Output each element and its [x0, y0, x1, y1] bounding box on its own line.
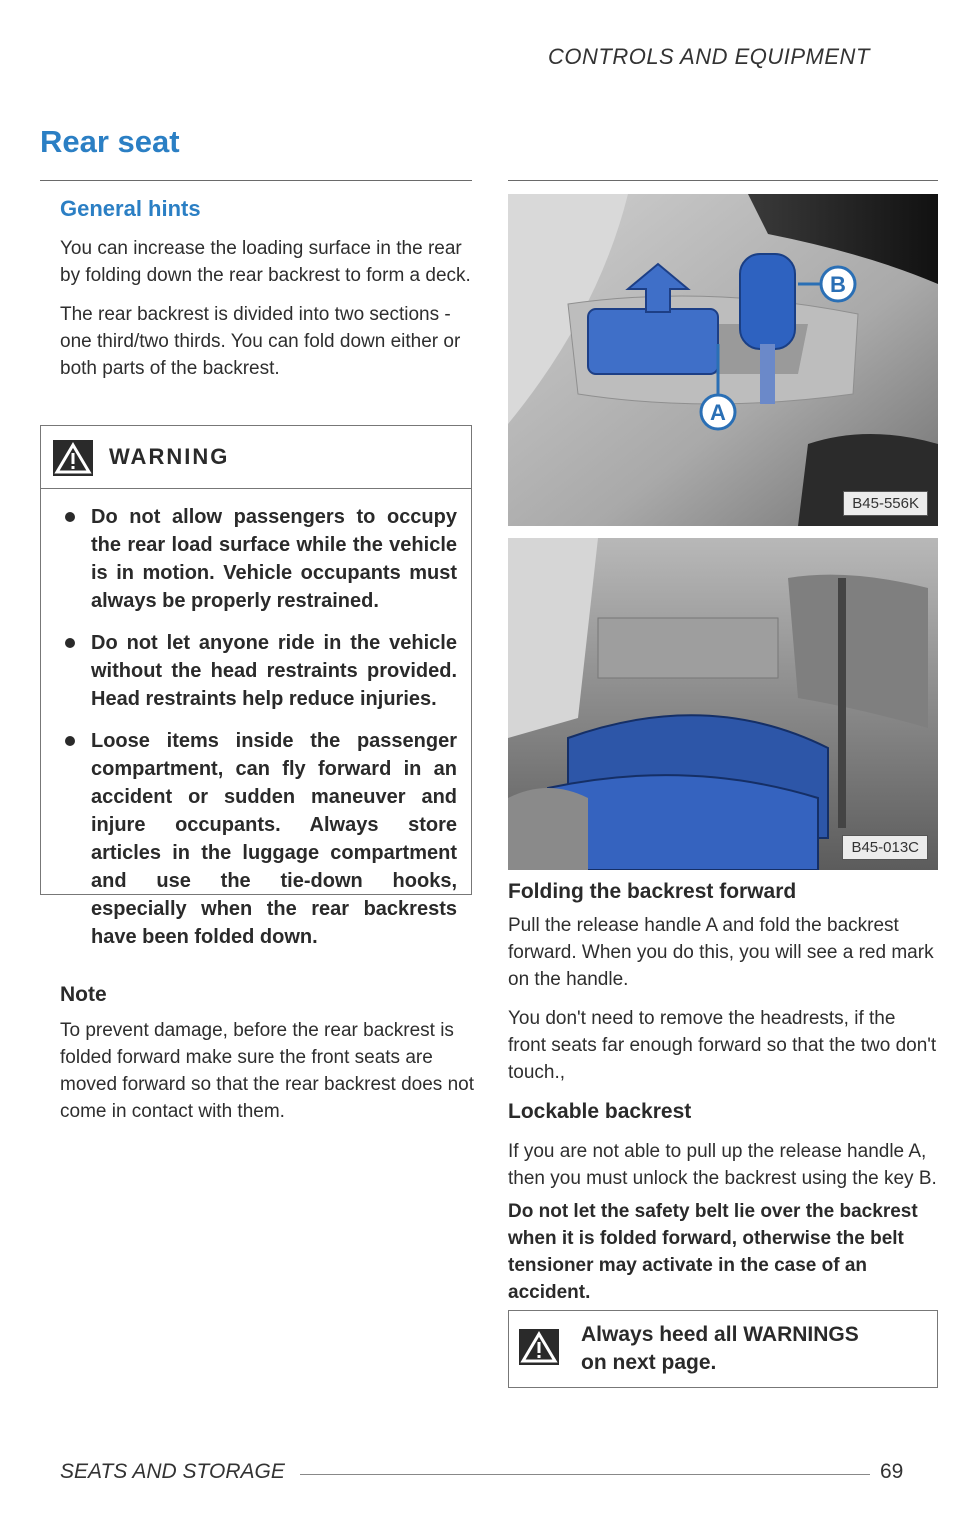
safety-belt-caution: Do not let the safety belt lie over the backrest when it is folded forward, otherwise the belt tensioner may activate in the case of an accident.	[508, 1201, 918, 1303]
general-hints-heading: General hints	[60, 196, 201, 221]
page-number: 69	[880, 1460, 904, 1483]
warning-item: Do not let anyone ride in the vehicle without the head restraints provided. Head restraints help reduce injuries.	[61, 629, 457, 713]
warning-item: Loose items inside the passenger compartment, can fly forward in an accident or sudden maneuver and injure occupants. Always store articles in the luggage compartment and use the tie-down hooks, especially when the rear backrests have been folded down.	[61, 727, 457, 951]
figure-code-label: B45-013C	[842, 835, 928, 860]
right-column-divider	[508, 180, 938, 181]
running-header: CONTROLS AND EQUIPMENT	[548, 44, 870, 69]
title-divider	[40, 180, 472, 181]
warning-header	[41, 426, 471, 489]
callout-a-label: A	[710, 400, 726, 425]
warning-list	[41, 489, 471, 951]
figure-code-label: B45-556K	[843, 491, 928, 516]
folding-paragraph-2: You don't need to remove the headrests, if the front seats far enough forward so that the two don't touch.,	[508, 1008, 937, 1083]
figure-key-release-handle	[508, 194, 938, 526]
callout-b-label: B	[830, 272, 846, 297]
heed-warnings-text: Always heed all WARNINGS on next page.	[581, 1323, 859, 1374]
general-paragraph-2: The rear backrest is divided into two sections - one third/two thirds. You can fold down either or both parts of the backrest.	[60, 304, 461, 379]
lockable-body: If you are not able to pull up the release handle A, then you must unlock the backrest using the key B.	[508, 1141, 937, 1189]
folding-paragraph-1: Pull the release handle A and fold the backrest forward. When you do this, you will see a red mark on the handle.	[508, 915, 934, 990]
bullet-icon	[65, 512, 75, 522]
footer-rule	[300, 1474, 870, 1475]
folded-backrest-illustration	[508, 538, 938, 870]
section-title: Rear seat	[40, 124, 180, 159]
folding-heading: Folding the backrest forward	[508, 880, 797, 903]
lockable-heading: Lockable backrest	[508, 1100, 692, 1123]
footer-section: SEATS AND STORAGE	[60, 1460, 285, 1483]
general-paragraph-1: You can increase the loading surface in the rear by folding down the rear backrest to form a deck.	[60, 238, 471, 286]
warning-box	[40, 425, 472, 948]
warning-triangle-icon	[53, 440, 93, 476]
bullet-icon	[65, 638, 75, 648]
folding-body	[508, 912, 938, 1098]
warning-item: Do not allow passengers to occupy the rear load surface while the vehicle is in motion. Vehicle occupants must always be properly restrained.	[61, 503, 457, 615]
warning-triangle-icon	[519, 1329, 559, 1365]
bullet-icon	[65, 736, 75, 746]
note-heading: Note	[60, 983, 107, 1006]
figure-folded-backrest	[508, 538, 938, 870]
general-hints-body	[60, 235, 478, 394]
heed-warnings-box	[508, 1310, 938, 1388]
warning-label: WARNING	[109, 444, 230, 469]
note-body: To prevent damage, before the rear backrest is folded forward make sure the front seats are moved forward so that the rear backrest does not come in contact with them.	[60, 1020, 474, 1122]
key-handle-illustration	[508, 194, 938, 526]
